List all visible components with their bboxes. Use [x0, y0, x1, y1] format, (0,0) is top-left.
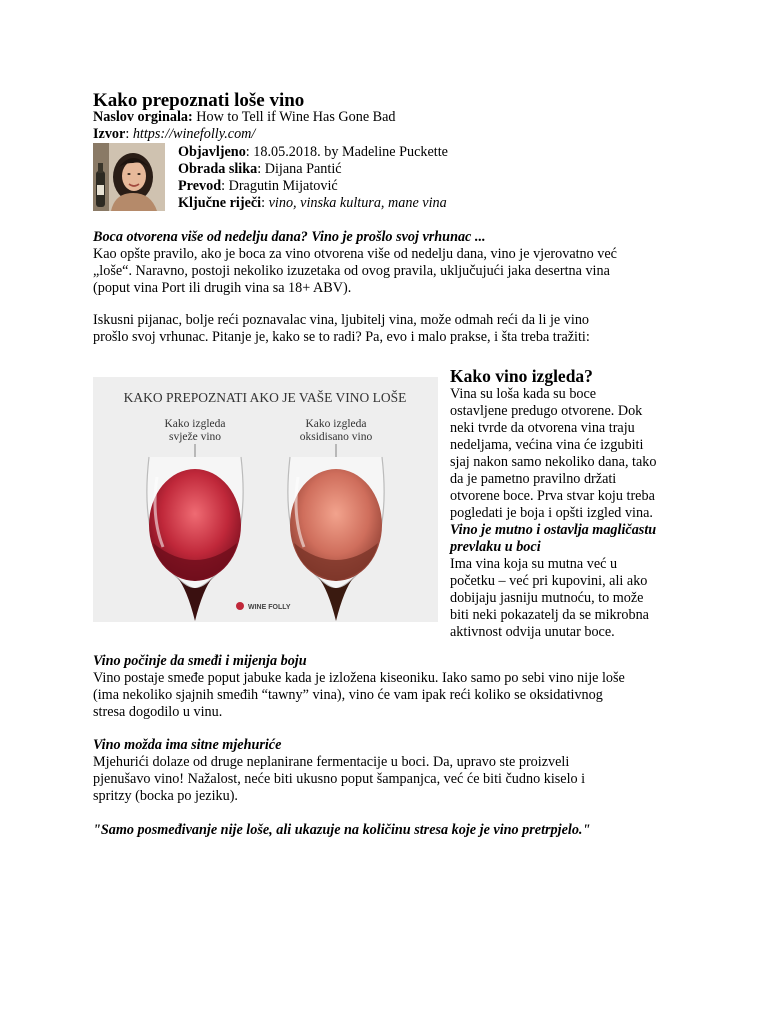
fresh-wine-label-2: svježe vino: [168, 431, 222, 443]
side-line: ostavljene predugo otvorene. Dok: [450, 403, 643, 419]
original-title-label: Naslov orginala:: [93, 109, 193, 125]
figure-brand: WINE FOLLY: [248, 604, 291, 611]
closing-quote: "Samo posmeđivanje nije loše, ali ukazuje na količinu stresa koje je vino pretrpjelo.": [93, 822, 591, 838]
paragraph-line: stresa dogodilo u vinu.: [93, 704, 223, 720]
section-heading: Vino počinje da smeđi i mijenja boju: [93, 653, 307, 669]
section-browning: [93, 653, 683, 721]
side-line: otvorene boce. Prva stvar koju treba: [450, 488, 655, 504]
article-title: Kako prepoznati loše vino: [93, 90, 305, 111]
keywords-value: vino, vinska kultura, mane vina: [268, 195, 447, 211]
side-line: sjaj nakon samo nekoliko dana, tako: [450, 454, 657, 470]
side-line: neki tvrde da otvorena vina traju: [450, 420, 635, 436]
source-line: Izvor: https://winefolly.com/: [93, 126, 256, 142]
published-line: [178, 144, 448, 161]
figure-title: KAKO PREPOZNATI AKO JE VAŠE VINO LOŠE: [123, 390, 407, 405]
section-heading: Boca otvorena više od nedelju dana? Vino je prošlo svoj vrhunac ...: [93, 229, 486, 245]
side-line: aktivnost odvija unutar boce.: [450, 624, 615, 640]
source-link[interactable]: https://winefolly.com/: [132, 126, 256, 142]
side-line: pogledati je boja i opšti izgled vina.: [450, 505, 653, 521]
image-editing-value: : Dijana Pantić: [257, 161, 342, 177]
original-title-value: How to Tell if Wine Has Gone Bad: [192, 109, 396, 125]
section-open-bottle: [93, 229, 683, 297]
author-photo-illustration: [93, 143, 165, 211]
article-info: [178, 144, 448, 212]
original-title-line: [93, 109, 396, 126]
paragraph-line: (ima nekoliko sjajnih smeđih “tawny” vina), vino će vam ipak reći koliko se oksidativnog: [93, 687, 603, 703]
side-line: Vina su loša kada su boce: [450, 386, 597, 402]
paragraph-line: Mjehurići dolaze od druge neplanirane fermentacije u boci. Da, upravo ste proizveli: [93, 754, 570, 770]
paragraph-line: Vino postaje smeđe poput jabuke kada je izložena kiseoniku. Iako samo po sebi vino nije loše: [93, 670, 625, 686]
side-line: Ima vina koja su mutna već u: [450, 556, 618, 572]
oxidized-wine-glass: [288, 457, 384, 621]
section-bubbles: [93, 737, 683, 805]
wine-comparison-figure: [93, 377, 438, 622]
paragraph-line: pjenušavo vino! Nažalost, neće biti ukusno poput šampanjca, već će biti čudno kiselo i: [93, 771, 586, 787]
paragraph-line: Iskusni pijanac, bolje reći poznavalac vina, ljubitelj vina, može odmah reći da li je vino: [93, 312, 590, 328]
oxidized-wine-label-1: Kako izgleda: [305, 418, 367, 430]
oxidized-wine-label-2: oksidisano vino: [299, 431, 373, 443]
translation-line: [178, 178, 448, 195]
side-line: da je pametno pravilno držati: [450, 471, 617, 487]
side-heading: Kako vino izgleda?: [450, 366, 593, 386]
side-line: dobijaju jasniju mutnoću, to može: [450, 590, 644, 606]
paragraph-line: prošlo svoj vrhunac. Pitanje je, kako se to radi? Pa, evo i malo prakse, i šta treba tražiti:: [93, 329, 590, 345]
image-editing-line: [178, 161, 448, 178]
author-photo: [93, 143, 165, 211]
wine-glasses-illustration: [93, 377, 438, 622]
section-experienced-drinker: [93, 312, 683, 346]
keywords-line: Ključne riječi: vino, vinska kultura, mane vina: [178, 195, 447, 211]
fresh-wine-glass: [147, 457, 243, 621]
published-value: : 18.05.2018. by Madeline Puckette: [245, 144, 448, 160]
paragraph-line: Kao opšte pravilo, ako je boca za vino otvorena više od nedelju dana, vino je vjerovatno već: [93, 246, 617, 262]
section-heading: Vino možda ima sitne mjehuriće: [93, 737, 282, 753]
paragraph-line: „loše“. Naravno, postoji nekoliko izuzetaka od ovog pravila, uključujući jaka desertna vina: [93, 263, 610, 279]
side-subheading-1: Vino je mutno i ostavlja magličastu: [450, 522, 657, 538]
sidebar-how-wine-looks: [450, 366, 695, 641]
source-label: Izvor: [93, 126, 126, 142]
translation-label: Prevod: [178, 178, 222, 194]
side-line: nedeljama, većina vina će izgubiti: [450, 437, 644, 453]
closing-quote-block: [93, 822, 683, 839]
paragraph-line: (poput vina Port ili drugih vina sa 18+ ABV).: [93, 280, 352, 296]
translation-value: : Dragutin Mijatović: [221, 178, 338, 194]
side-subheading-2: prevlaku u boci: [450, 539, 541, 555]
keywords-label: Ključne riječi: [178, 195, 262, 211]
wine-folly-logo-icon: [236, 602, 244, 610]
published-label: Objavljeno: [178, 144, 246, 160]
paragraph-line: spritzy (bocka po jeziku).: [93, 788, 238, 804]
fresh-wine-label-1: Kako izgleda: [164, 418, 226, 430]
side-line: početku – već pri kupovini, ali ako: [450, 573, 648, 589]
side-line: biti neki pokazatelj da se mikrobna: [450, 607, 649, 623]
image-editing-label: Obrada slika: [178, 161, 258, 177]
